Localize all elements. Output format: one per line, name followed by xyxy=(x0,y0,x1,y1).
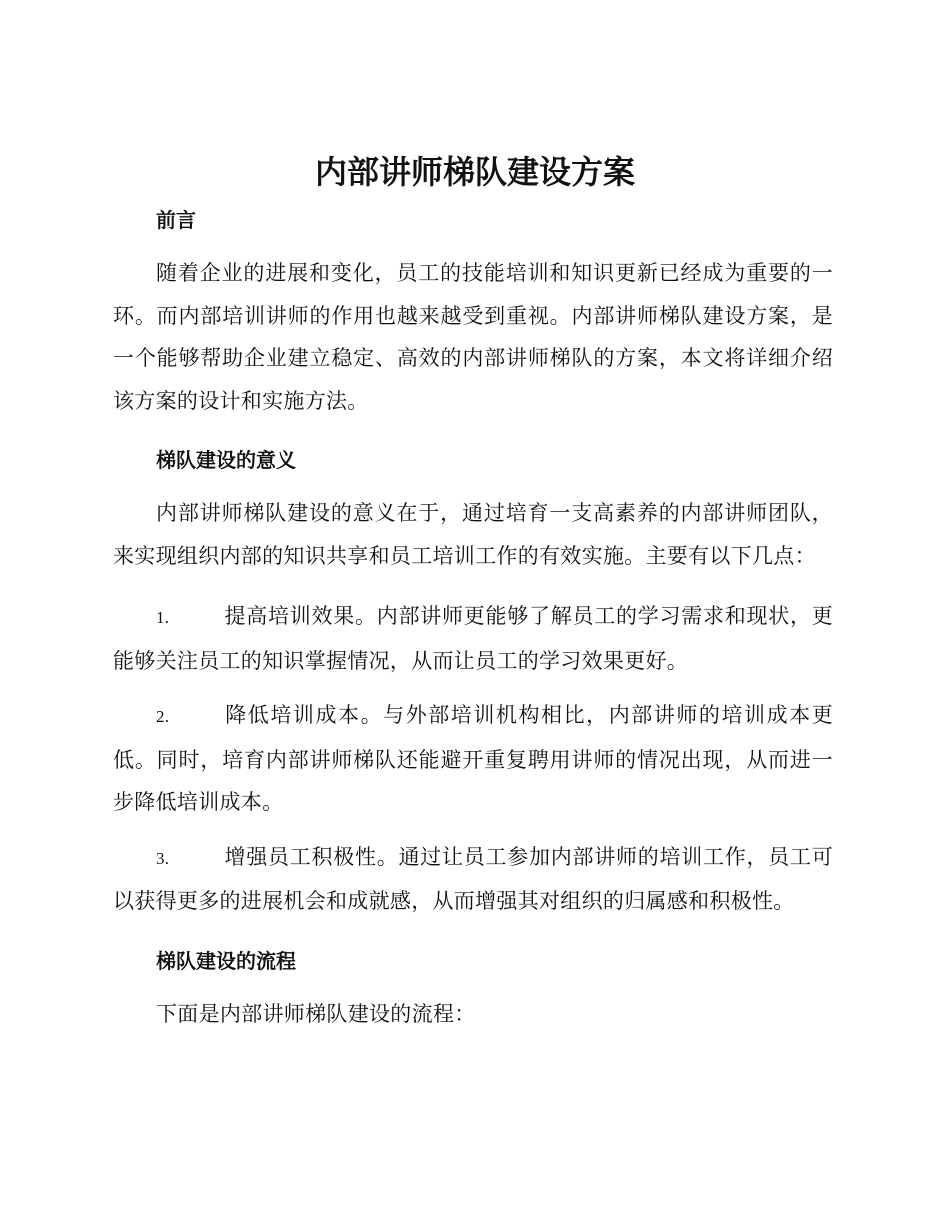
list-item xyxy=(113,694,833,824)
document-body xyxy=(113,200,833,1035)
list-item xyxy=(113,836,833,923)
list-item-text: 提高培训效果。内部讲师更能够了解员工的学习需求和现状，更能够关注员工的知识掌握情况，从而让员工的学习效果更好。 xyxy=(113,604,833,673)
process-paragraph: 下面是内部讲师梯队建设的流程： xyxy=(156,1001,476,1026)
list-item-text: 增强员工积极性。通过让员工参加内部讲师的培训工作，员工可以获得更多的进展机会和成就感，从而增强其对组织的归属感和积极性。 xyxy=(113,844,833,913)
significance-paragraph: 内部讲师梯队建设的意义在于，通过培育一支高素养的内部讲师团队，来实现组织内部的知识共享和员工培训工作的有效实施。主要有以下几点： xyxy=(113,501,833,568)
document-title: 内部讲师梯队建设方案 xyxy=(314,153,635,191)
section-heading-preface: 前言 xyxy=(156,208,196,232)
preface-paragraph: 随着企业的进展和变化，员工的技能培训和知识更新已经成为重要的一环。而内部培训讲师的作用也越来越受到重视。内部讲师梯队建设方案，是一个能够帮助企业建立稳定、高效的内部讲师梯队的方案，本文将详细介绍该方案的设计和实施方法。 xyxy=(113,261,833,413)
list-item-text: 降低培训成本。与外部培训机构相比，内部讲师的培训成本更低。同时，培育内部讲师梯队还能避开重复聘用讲师的情况出现，从而进一步降低培训成本。 xyxy=(113,703,833,814)
list-number: 3. xyxy=(156,848,170,868)
list-item xyxy=(113,595,833,682)
list-number: 1. xyxy=(156,608,170,627)
section-heading-process: 梯队建设的流程 xyxy=(156,948,296,973)
list-number: 2. xyxy=(156,707,170,726)
section-heading-significance: 梯队建设的意义 xyxy=(156,448,296,472)
